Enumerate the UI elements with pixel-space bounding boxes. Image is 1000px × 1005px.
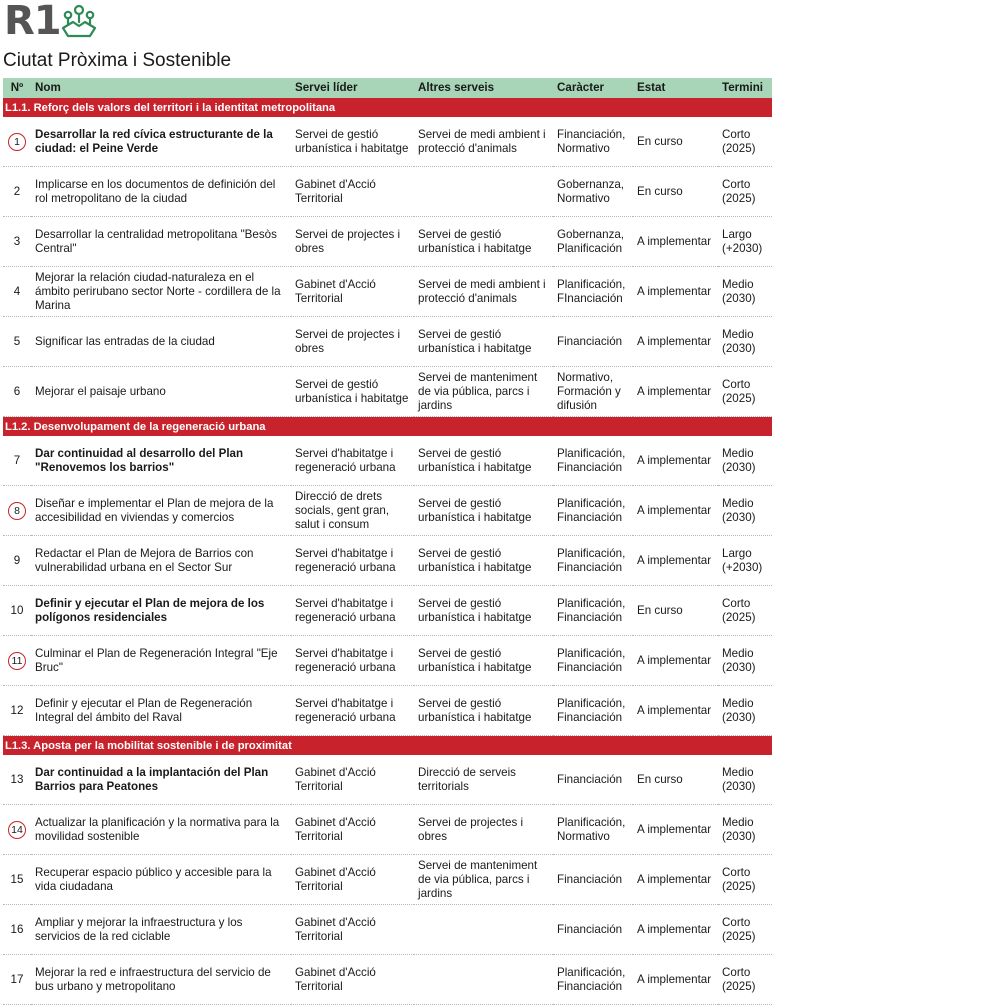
- status: A implementar: [633, 436, 718, 486]
- circled-row-number: 14: [8, 821, 26, 839]
- row-number: 9: [13, 553, 21, 567]
- circled-row-number: 8: [8, 502, 26, 520]
- other-services: [414, 905, 553, 955]
- status: En curso: [633, 586, 718, 636]
- row-number: 2: [13, 184, 21, 198]
- action-name: Dar continuidad al desarrollo del Plan "Renovemos los barrios": [31, 436, 291, 486]
- row-number-cell: [3, 755, 31, 805]
- term: Corto (2025): [718, 855, 772, 905]
- lead-service: Servei d'habitatge i regeneració urbana: [291, 436, 414, 486]
- col-header-estat: Estat: [633, 78, 718, 98]
- row-number-cell: [3, 117, 31, 167]
- action-name: Mejorar la red e infraestructura del servicio de bus urbano y metropolitano: [31, 955, 291, 1005]
- city-nature-icon: [61, 4, 97, 38]
- character: Planificación, Financiación: [553, 536, 633, 586]
- other-services: Servei de gestió urbanística i habitatge: [414, 686, 553, 736]
- action-name: Significar las entradas de la ciudad: [31, 317, 291, 367]
- row-number-cell: [3, 636, 31, 686]
- row-number: 16: [10, 922, 24, 936]
- col-header-altres-serveis: Altres serveis: [414, 78, 553, 98]
- term: Corto (2025): [718, 367, 772, 417]
- table-row: [3, 536, 772, 586]
- term: Corto (2025): [718, 167, 772, 217]
- section-code: R1: [4, 0, 61, 44]
- section-title: L1.2. Desenvolupament de la regeneració urbana: [3, 417, 772, 437]
- status: A implementar: [633, 636, 718, 686]
- lead-service: Gabinet d'Acció Territorial: [291, 167, 414, 217]
- row-number: 5: [13, 334, 21, 348]
- character: Planificación, Financiación: [553, 955, 633, 1005]
- character: Financiación: [553, 755, 633, 805]
- other-services: Servei de gestió urbanística i habitatge: [414, 586, 553, 636]
- section-title: L1.3. Aposta per la mobilitat sostenible i de proximitat: [3, 736, 772, 756]
- lead-service: Servei d'habitatge i regeneració urbana: [291, 636, 414, 686]
- character: Financiación: [553, 855, 633, 905]
- status: A implementar: [633, 367, 718, 417]
- other-services: Servei de gestió urbanística i habitatge: [414, 217, 553, 267]
- row-number: 10: [10, 603, 24, 617]
- lead-service: Servei de projectes i obres: [291, 317, 414, 367]
- other-services: [414, 167, 553, 217]
- other-services: Servei de manteniment de via pública, parcs i jardins: [414, 855, 553, 905]
- row-number-cell: [3, 486, 31, 536]
- other-services: Direcció de serveis territorials: [414, 755, 553, 805]
- document-subtitle: Ciutat Pròxima i Sostenible: [3, 50, 232, 71]
- row-number-cell: [3, 855, 31, 905]
- lead-service: Gabinet d'Acció Territorial: [291, 267, 414, 317]
- other-services: Servei de gestió urbanística i habitatge: [414, 486, 553, 536]
- status: A implementar: [633, 486, 718, 536]
- action-name: Culminar el Plan de Regeneración Integral "Eje Bruc": [31, 636, 291, 686]
- term: Corto (2025): [718, 955, 772, 1005]
- status: A implementar: [633, 317, 718, 367]
- table-row: [3, 586, 772, 636]
- section-row: [3, 736, 772, 756]
- other-services: [414, 955, 553, 1005]
- character: Financiación: [553, 317, 633, 367]
- table-row: [3, 317, 772, 367]
- row-number-cell: [3, 805, 31, 855]
- lead-service: Servei de gestió urbanística i habitatge: [291, 367, 414, 417]
- table-row: [3, 855, 772, 905]
- table-row: [3, 117, 772, 167]
- table-header: [3, 78, 772, 98]
- term: Medio (2030): [718, 486, 772, 536]
- other-services: Servei de projectes i obres: [414, 805, 553, 855]
- col-header-nom: Nom: [31, 78, 291, 98]
- character: Financiación, Normativo: [553, 117, 633, 167]
- row-number: 17: [10, 972, 24, 986]
- term: Medio (2030): [718, 805, 772, 855]
- col-header-num: Nº: [3, 78, 31, 98]
- other-services: Servei de medi ambient i protecció d'animals: [414, 267, 553, 317]
- term: Medio (2030): [718, 267, 772, 317]
- action-name: Implicarse en los documentos de definición del rol metropolitano de la ciudad: [31, 167, 291, 217]
- term: Corto (2025): [718, 117, 772, 167]
- status: A implementar: [633, 686, 718, 736]
- action-name: Dar continuidad a la implantación del Plan Barrios para Peatones: [31, 755, 291, 805]
- row-number-cell: [3, 167, 31, 217]
- other-services: Servei de gestió urbanística i habitatge: [414, 317, 553, 367]
- character: Planificación, Financiación: [553, 586, 633, 636]
- action-name: Desarrollar la centralidad metropolitana "Besòs Central": [31, 217, 291, 267]
- row-number: 6: [13, 384, 21, 398]
- lead-service: Servei d'habitatge i regeneració urbana: [291, 586, 414, 636]
- lead-service: Gabinet d'Acció Territorial: [291, 755, 414, 805]
- circled-row-number: 11: [8, 652, 26, 670]
- term: Corto (2025): [718, 905, 772, 955]
- table-row: [3, 267, 772, 317]
- section-row: [3, 417, 772, 437]
- action-name: Ampliar y mejorar la infraestructura y los servicios de la red ciclable: [31, 905, 291, 955]
- status: En curso: [633, 167, 718, 217]
- actions-table: [3, 78, 772, 1005]
- status: En curso: [633, 117, 718, 167]
- term: Largo (+2030): [718, 536, 772, 586]
- table-row: [3, 217, 772, 267]
- character: Financiación: [553, 905, 633, 955]
- row-number-cell: [3, 586, 31, 636]
- row-number-cell: [3, 955, 31, 1005]
- term: Medio (2030): [718, 317, 772, 367]
- action-name: Mejorar el paisaje urbano: [31, 367, 291, 417]
- character: Gobernanza, Planificación: [553, 217, 633, 267]
- table-row: [3, 805, 772, 855]
- col-header-servei-lider: Servei líder: [291, 78, 414, 98]
- status: A implementar: [633, 905, 718, 955]
- lead-service: Servei de gestió urbanística i habitatge: [291, 117, 414, 167]
- row-number: 3: [13, 234, 21, 248]
- row-number: 12: [10, 703, 24, 717]
- other-services: Servei de manteniment de via pública, parcs i jardins: [414, 367, 553, 417]
- table-row: [3, 486, 772, 536]
- other-services: Servei de gestió urbanística i habitatge: [414, 436, 553, 486]
- row-number-cell: [3, 267, 31, 317]
- lead-service: Gabinet d'Acció Territorial: [291, 955, 414, 1005]
- lead-service: Gabinet d'Acció Territorial: [291, 905, 414, 955]
- term: Medio (2030): [718, 436, 772, 486]
- action-name: Redactar el Plan de Mejora de Barrios con vulnerabilidad urbana en el Sector Sur: [31, 536, 291, 586]
- lead-service: Servei d'habitatge i regeneració urbana: [291, 536, 414, 586]
- table-row: [3, 686, 772, 736]
- lead-service: Gabinet d'Acció Territorial: [291, 805, 414, 855]
- row-number-cell: [3, 436, 31, 486]
- status: A implementar: [633, 855, 718, 905]
- row-number-cell: [3, 317, 31, 367]
- row-number: 15: [10, 872, 24, 886]
- row-number: 13: [10, 772, 24, 786]
- row-number: 4: [13, 284, 21, 298]
- action-name: Desarrollar la red cívica estructurante de la ciudad: el Peine Verde: [31, 117, 291, 167]
- lead-service: Servei d'habitatge i regeneració urbana: [291, 686, 414, 736]
- term: Corto (2025): [718, 586, 772, 636]
- table-row: [3, 905, 772, 955]
- status: En curso: [633, 755, 718, 805]
- lead-service: Gabinet d'Acció Territorial: [291, 855, 414, 905]
- lead-service: Servei de projectes i obres: [291, 217, 414, 267]
- other-services: Servei de gestió urbanística i habitatge: [414, 536, 553, 586]
- character: Gobernanza, Normativo: [553, 167, 633, 217]
- table-row: [3, 755, 772, 805]
- character: Planificación, Financiación: [553, 436, 633, 486]
- other-services: Servei de gestió urbanística i habitatge: [414, 636, 553, 686]
- action-name: Recuperar espacio público y accesible para la vida ciudadana: [31, 855, 291, 905]
- row-number-cell: [3, 905, 31, 955]
- character: Planificación, Financiación: [553, 486, 633, 536]
- character: Planificación, FInanciación: [553, 267, 633, 317]
- row-number: 7: [13, 453, 21, 467]
- row-number-cell: [3, 217, 31, 267]
- character: Normativo, Formación y difusión: [553, 367, 633, 417]
- character: Planificación, Financiación: [553, 686, 633, 736]
- row-number-cell: [3, 686, 31, 736]
- status: A implementar: [633, 805, 718, 855]
- other-services: Servei de medi ambient i protecció d'animals: [414, 117, 553, 167]
- table-row: [3, 367, 772, 417]
- table-row: [3, 955, 772, 1005]
- table-body: [3, 98, 772, 1005]
- table-row: [3, 436, 772, 486]
- status: A implementar: [633, 217, 718, 267]
- table-row: [3, 167, 772, 217]
- action-name: Definir y ejecutar el Plan de mejora de los polígonos residenciales: [31, 586, 291, 636]
- table-row: [3, 636, 772, 686]
- status: A implementar: [633, 536, 718, 586]
- action-name: Actualizar la planificación y la normativa para la movilidad sostenible: [31, 805, 291, 855]
- action-name: Diseñar e implementar el Plan de mejora de la accesibilidad en viviendas y comercios: [31, 486, 291, 536]
- section-title: L1.1. Reforç dels valors del territori i la identitat metropolitana: [3, 98, 772, 117]
- status: A implementar: [633, 267, 718, 317]
- row-number-cell: [3, 536, 31, 586]
- status: A implementar: [633, 955, 718, 1005]
- col-header-termini: Termini: [718, 78, 772, 98]
- action-name: Definir y ejecutar el Plan de Regeneración Integral del ámbito del Raval: [31, 686, 291, 736]
- action-name: Mejorar la relación ciudad-naturaleza en el ámbito perirubano sector Norte - cordillera de la Marina: [31, 267, 291, 317]
- row-number-cell: [3, 367, 31, 417]
- term: Largo (+2030): [718, 217, 772, 267]
- term: Medio (2030): [718, 755, 772, 805]
- circled-row-number: 1: [8, 133, 26, 151]
- col-header-caracter: Caràcter: [553, 78, 633, 98]
- section-row: [3, 98, 772, 117]
- character: Planificación, Financiación: [553, 636, 633, 686]
- character: Planificación, Normativo: [553, 805, 633, 855]
- lead-service: Direcció de drets socials, gent gran, salut i consum: [291, 486, 414, 536]
- term: Medio (2030): [718, 686, 772, 736]
- term: Medio (2030): [718, 636, 772, 686]
